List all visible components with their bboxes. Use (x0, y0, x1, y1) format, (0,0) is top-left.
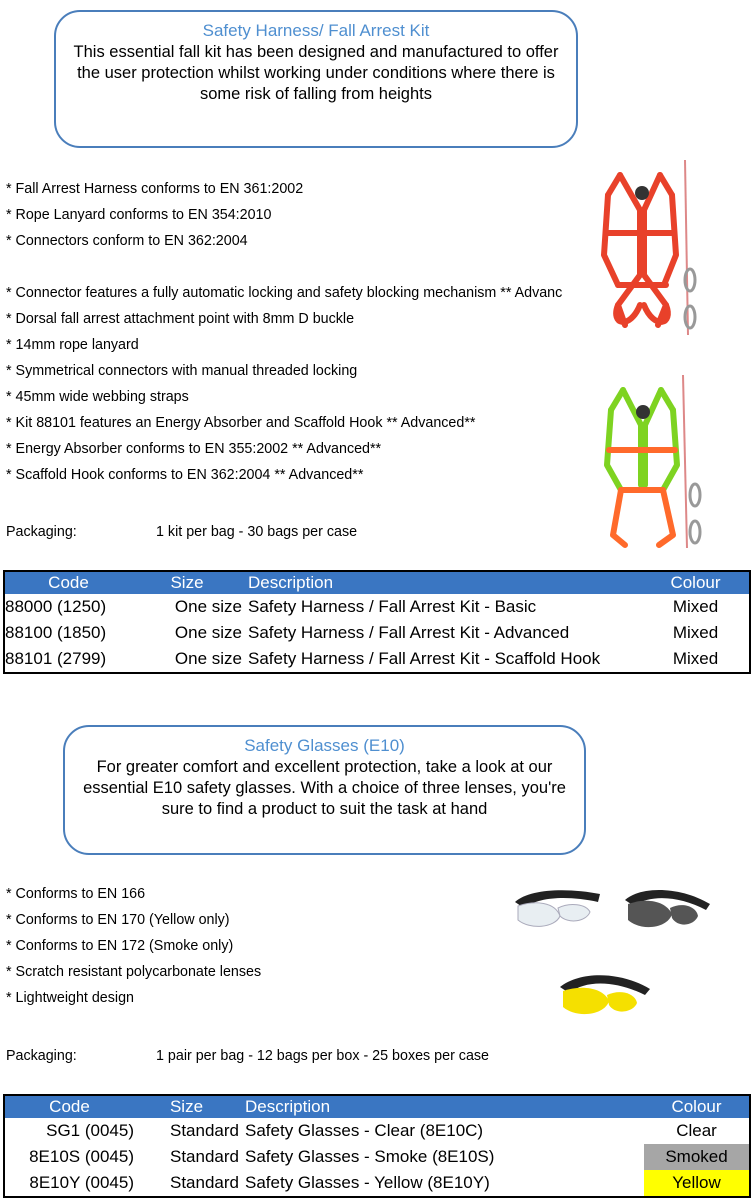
packaging-value: 1 pair per bag - 12 bags per box - 25 boxes per case (156, 1048, 490, 1064)
glasses-yellow-image (555, 965, 655, 1025)
cell-size: One size (174, 649, 242, 668)
header-colour: Colour (644, 1095, 750, 1118)
harness-features (6, 176, 578, 488)
header-code: Code (4, 1095, 134, 1118)
glasses-intro: For greater comfort and excellent protection, take a look at our essential E10 safety glasses. With a choice of three lenses, you're sure to find a product to suit the task at hand (83, 758, 566, 818)
feature-item: * Symmetrical connectors with manual threaded locking (6, 363, 358, 379)
cell-description: Safety Glasses - Yellow (8E10Y) (245, 1173, 490, 1192)
harness-green-image (595, 370, 715, 555)
glasses-packaging (6, 1048, 606, 1066)
harness-intro: This essential fall kit has been designed and manufactured to offer the user protection whilst working under conditions where there is some risk of falling from heights (73, 43, 559, 103)
harness-red-image (590, 155, 710, 340)
table-row (4, 594, 750, 620)
cell-code: 8E10S (0045) (29, 1147, 134, 1166)
table-header-row (4, 1095, 750, 1118)
table-row (4, 646, 750, 673)
cell-colour: Mixed (672, 623, 719, 642)
cell-code: 88101 (2799) (5, 649, 107, 668)
cell-colour: Mixed (672, 649, 719, 668)
harness-packaging (6, 524, 606, 542)
cell-size: Standard (170, 1121, 239, 1140)
header-size: Size (132, 571, 242, 594)
table-row (4, 1144, 750, 1170)
cell-size: Standard (170, 1173, 239, 1192)
packaging-label: Packaging: (6, 1048, 77, 1064)
cell-description: Safety Harness / Fall Arrest Kit - Scaffold Hook (248, 649, 601, 668)
feature-item: * Conforms to EN 166 (6, 886, 146, 902)
feature-item: * Kit 88101 features an Energy Absorber and Scaffold Hook ** Advanced** (6, 415, 476, 431)
table-row (4, 620, 750, 646)
glasses-callout (63, 725, 586, 855)
header-description: Description (239, 1095, 644, 1118)
feature-item: * Conforms to EN 172 (Smoke only) (6, 938, 234, 954)
glasses-title: Safety Glasses (E10) (244, 736, 405, 755)
glasses-features (6, 881, 506, 1011)
header-code: Code (4, 571, 132, 594)
harness-callout (54, 10, 578, 148)
packaging-label: Packaging: (6, 524, 77, 540)
cell-size: One size (174, 623, 242, 642)
cell-code: 88100 (1850) (5, 623, 107, 642)
table-row (4, 1170, 750, 1197)
cell-colour: Mixed (672, 597, 719, 616)
glasses-product-table (3, 1094, 751, 1198)
feature-item: * 14mm rope lanyard (6, 337, 139, 353)
feature-item: * 45mm wide webbing straps (6, 389, 189, 405)
table-header-row (4, 571, 750, 594)
feature-item: * Fall Arrest Harness conforms to EN 361:2002 (6, 181, 304, 197)
feature-item: * Connector features a fully automatic locking and safety blocking mechanism ** Advanc (6, 285, 563, 301)
cell-size: Standard (170, 1147, 239, 1166)
header-colour: Colour (642, 571, 750, 594)
cell-description: Safety Glasses - Smoke (8E10S) (245, 1147, 495, 1166)
harness-title: Safety Harness/ Fall Arrest Kit (202, 21, 430, 40)
header-description: Description (242, 571, 642, 594)
harness-product-table (3, 570, 751, 674)
cell-code: 88000 (1250) (5, 597, 107, 616)
feature-item: * Scaffold Hook conforms to EN 362:2004 ** Advanced** (6, 467, 364, 483)
feature-item: * Energy Absorber conforms to EN 355:2002 ** Advanced** (6, 441, 382, 457)
feature-item: * Scratch resistant polycarbonate lenses (6, 964, 262, 980)
cell-code: 8E10Y (0045) (29, 1173, 134, 1192)
cell-size: One size (174, 597, 242, 616)
feature-item: * Rope Lanyard conforms to EN 354:2010 (6, 207, 272, 223)
packaging-value: 1 kit per bag - 30 bags per case (156, 524, 358, 540)
feature-item: * Connectors conform to EN 362:2004 (6, 233, 248, 249)
cell-description: Safety Harness / Fall Arrest Kit - Advanced (248, 623, 570, 642)
feature-item: * Conforms to EN 170 (Yellow only) (6, 912, 230, 928)
cell-description: Safety Glasses - Clear (8E10C) (245, 1121, 484, 1140)
glasses-smoke-image (620, 880, 715, 940)
cell-code: SG1 (0045) (46, 1121, 134, 1140)
glasses-clear-image (510, 880, 605, 935)
cell-description: Safety Harness / Fall Arrest Kit - Basic (248, 597, 537, 616)
header-size: Size (134, 1095, 239, 1118)
cell-colour: Clear (676, 1121, 717, 1140)
table-row (4, 1118, 750, 1144)
cell-colour: Yellow (644, 1170, 750, 1197)
feature-item: * Lightweight design (6, 990, 134, 1006)
feature-item: * Dorsal fall arrest attachment point with 8mm D buckle (6, 311, 355, 327)
cell-colour: Smoked (644, 1144, 750, 1170)
